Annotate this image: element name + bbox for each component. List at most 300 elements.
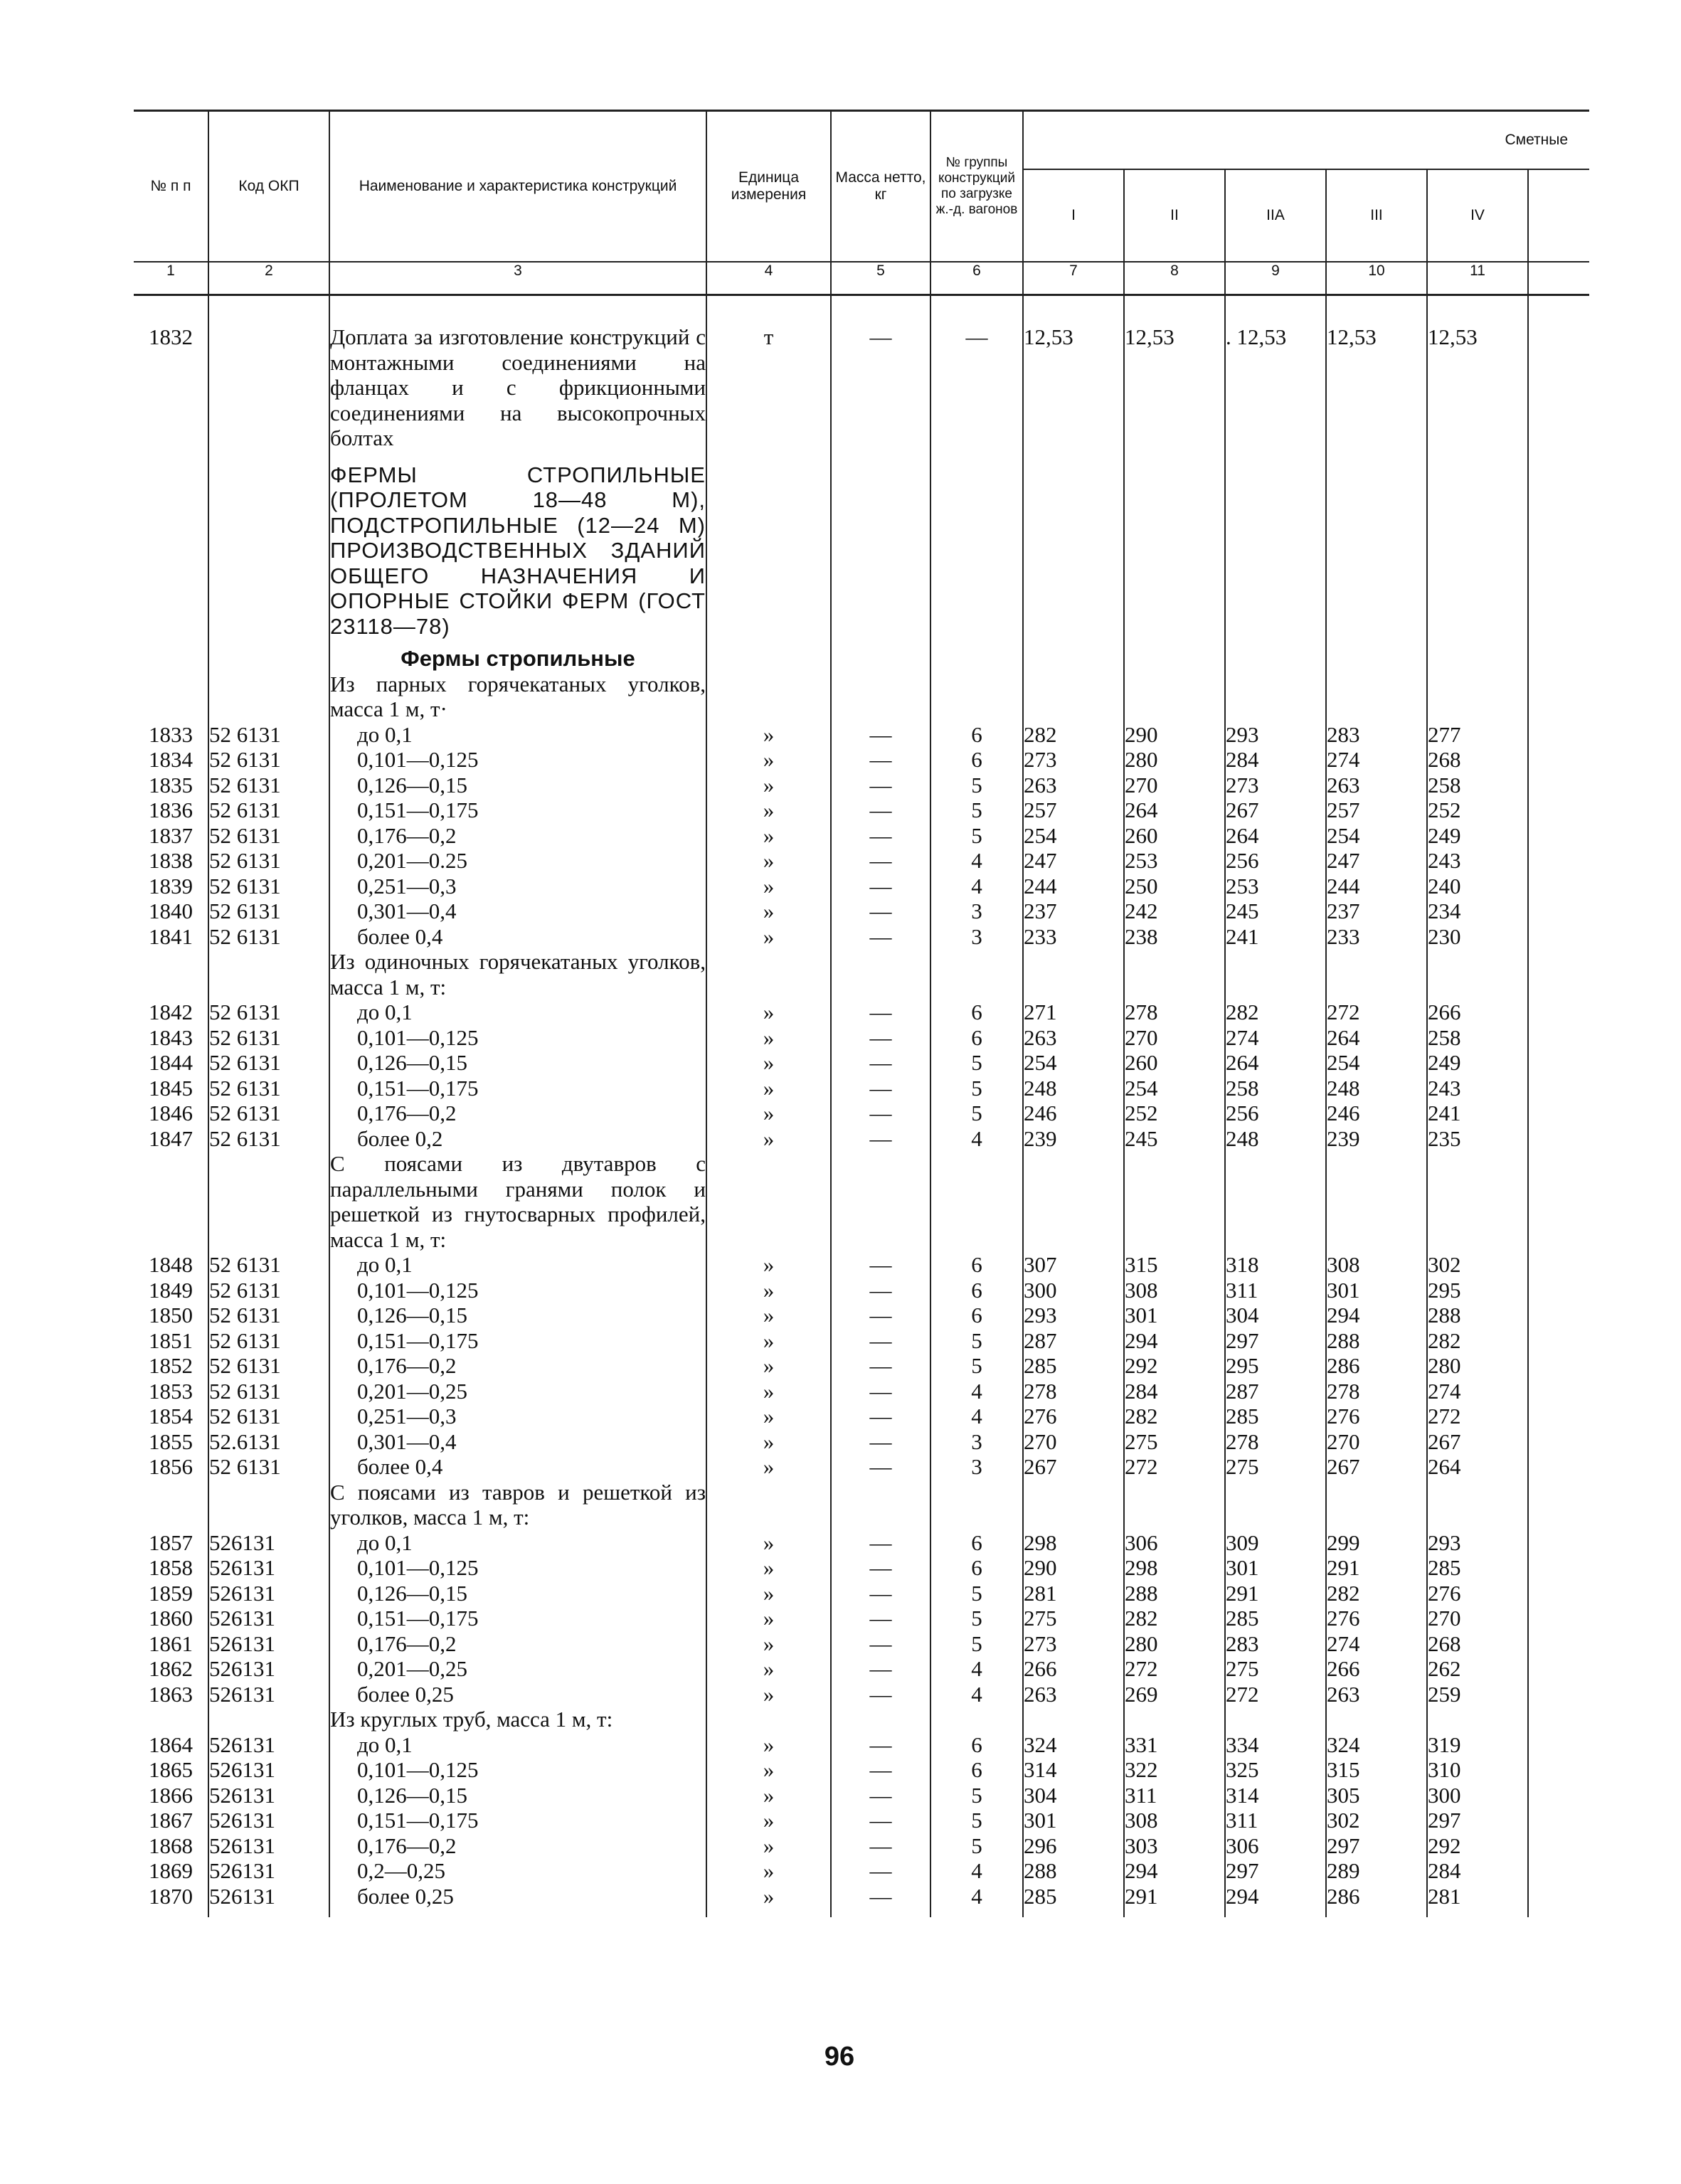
row-value: 293	[1225, 722, 1326, 748]
empty-cell	[1326, 1480, 1427, 1530]
row-value: 270	[1326, 1429, 1427, 1455]
row-value: 12,53	[1023, 324, 1124, 451]
empty-cell	[1528, 1379, 1589, 1404]
table-row	[134, 1732, 1589, 1758]
table-row	[134, 1757, 1589, 1783]
row-unit: »	[706, 1303, 831, 1328]
row-unit: »	[706, 1581, 831, 1606]
row-no: 1857	[149, 1530, 193, 1555]
row-value: 264	[1427, 1454, 1528, 1480]
empty-cell	[134, 1151, 208, 1252]
row-group: 6	[930, 1252, 1023, 1278]
row-mass: —	[831, 1252, 930, 1278]
empty-cell	[1528, 1076, 1589, 1101]
row-group: 3	[930, 898, 1023, 924]
header-price-2: II	[1124, 169, 1225, 262]
table-row	[134, 1631, 1589, 1657]
table-row	[134, 722, 1589, 748]
empty-cell	[930, 1480, 1023, 1530]
empty-cell	[1528, 1884, 1589, 1909]
row-value: 240	[1427, 874, 1528, 899]
empty-cell	[1225, 949, 1326, 1000]
row-name: 0,101—0,125	[329, 747, 706, 773]
row-value: 287	[1023, 1328, 1124, 1354]
row-name: 0,2—0,25	[329, 1858, 706, 1884]
row-value: 263	[1326, 773, 1427, 798]
row-value: 277	[1427, 722, 1528, 748]
row-mass: —	[831, 898, 930, 924]
row-mass: —	[831, 747, 930, 773]
group-title: Из одиночных горячекатаных уголков, масса 1 м, т:	[330, 949, 706, 1000]
row-value: 288	[1023, 1858, 1124, 1884]
row-unit: »	[706, 898, 831, 924]
row-value: 295	[1225, 1353, 1326, 1379]
row-value: 297	[1427, 1808, 1528, 1833]
row-name: более 0,25	[329, 1884, 706, 1909]
row-value: 286	[1326, 1353, 1427, 1379]
row-value: 273	[1225, 773, 1326, 798]
empty-cell	[1528, 1000, 1589, 1025]
col-number: 3	[329, 262, 706, 295]
row-value: 324	[1326, 1732, 1427, 1758]
empty-cell	[1528, 1606, 1589, 1631]
row-mass: —	[831, 773, 930, 798]
header-name: Наименование и характеристика конструкций	[329, 111, 706, 263]
row-name: 0,176—0,2	[329, 1101, 706, 1126]
row-value: 311	[1124, 1783, 1225, 1808]
row-value: 246	[1326, 1101, 1427, 1126]
row-unit: »	[706, 1101, 831, 1126]
row-value: 285	[1427, 1555, 1528, 1581]
empty-cell	[1528, 1101, 1589, 1126]
row-unit: »	[706, 1808, 831, 1833]
empty-cell	[134, 672, 208, 722]
row-mass: —	[831, 1429, 930, 1455]
row-name: 0,301—0,4	[329, 898, 706, 924]
row-mass: —	[831, 797, 930, 823]
header-prices: Сметные	[1023, 111, 1589, 170]
row-value: 239	[1326, 1126, 1427, 1152]
empty-cell	[930, 1909, 1023, 1917]
row-value: 237	[1326, 898, 1427, 924]
row-group: 4	[930, 1404, 1023, 1429]
row-value: 248	[1023, 1076, 1124, 1101]
row-code: 52 6131	[208, 848, 329, 874]
row-value: 275	[1225, 1656, 1326, 1682]
row-mass: —	[831, 1682, 930, 1707]
col-number: 11	[1427, 262, 1528, 295]
empty-cell	[134, 949, 208, 1000]
row-value: 308	[1326, 1252, 1427, 1278]
row-group: 4	[930, 1884, 1023, 1909]
row-group: 4	[930, 1682, 1023, 1707]
empty-cell	[1326, 949, 1427, 1000]
empty-cell	[1528, 1909, 1589, 1917]
empty-cell	[1124, 1151, 1225, 1252]
col-number: 8	[1124, 262, 1225, 295]
empty-cell	[930, 672, 1023, 722]
empty-cell	[1528, 773, 1589, 798]
row-value: 270	[1427, 1606, 1528, 1631]
row-unit: »	[706, 1076, 831, 1101]
row-value: 274	[1225, 1025, 1326, 1051]
row-value: 284	[1225, 747, 1326, 773]
row-value: 239	[1023, 1126, 1124, 1152]
table-row	[134, 1530, 1589, 1556]
subsection-title: Фермы стропильные	[329, 646, 706, 672]
row-group: 6	[930, 1303, 1023, 1328]
table-row	[134, 324, 1589, 451]
row-value: 314	[1225, 1783, 1326, 1808]
row-code: 526131	[208, 1530, 329, 1556]
row-value: 281	[1427, 1884, 1528, 1909]
row-mass: —	[831, 848, 930, 874]
empty-cell	[1528, 1404, 1589, 1429]
row-value: 304	[1225, 1303, 1326, 1328]
table-row	[134, 898, 1589, 924]
row-code: 526131	[208, 1656, 329, 1682]
table-row	[134, 1682, 1589, 1707]
row-value: 282	[1326, 1581, 1427, 1606]
group-title: С поясами из тавров и решеткой из уголков, масса 1 м, т:	[330, 1479, 706, 1530]
row-mass: —	[831, 1101, 930, 1126]
row-group: 5	[930, 797, 1023, 823]
table-row	[134, 848, 1589, 874]
row-name: 0,151—0,175	[329, 797, 706, 823]
header-price-4: III	[1326, 169, 1427, 262]
table-row	[134, 1076, 1589, 1101]
row-unit: »	[706, 797, 831, 823]
empty-cell	[930, 1151, 1023, 1252]
table-header	[134, 111, 1589, 295]
row-code: 52 6131	[208, 874, 329, 899]
row-mass: —	[831, 1858, 930, 1884]
empty-cell	[208, 1707, 329, 1732]
empty-cell	[1528, 1050, 1589, 1076]
empty-cell	[1225, 1707, 1326, 1732]
row-mass: —	[831, 1530, 930, 1556]
row-name: до 0,1	[329, 1530, 706, 1556]
row-value: 249	[1427, 1050, 1528, 1076]
row-group: 5	[930, 1050, 1023, 1076]
row-name: 0,151—0,175	[329, 1606, 706, 1631]
table-row	[134, 823, 1589, 849]
group-title-row	[134, 949, 1589, 1000]
row-group: 4	[930, 1379, 1023, 1404]
row-group: 5	[930, 1833, 1023, 1859]
row-name: 0,176—0,2	[329, 1833, 706, 1859]
row-no: 1837	[149, 822, 193, 848]
row-value: 318	[1225, 1252, 1326, 1278]
header-price-3: IIA	[1225, 169, 1326, 262]
row-value: 249	[1427, 823, 1528, 849]
empty-cell	[1528, 1151, 1589, 1252]
empty-cell	[831, 1909, 930, 1917]
row-mass: —	[831, 1025, 930, 1051]
row-mass: —	[831, 1379, 930, 1404]
row-no: 1840	[149, 898, 193, 923]
empty-cell	[1528, 1858, 1589, 1884]
row-code: 526131	[208, 1858, 329, 1884]
table-row	[134, 1025, 1589, 1051]
row-mass: —	[831, 1833, 930, 1859]
row-value: 248	[1225, 1126, 1326, 1152]
row-unit: »	[706, 722, 831, 748]
row-value: 294	[1326, 1303, 1427, 1328]
empty-cell	[1023, 672, 1124, 722]
row-unit: »	[706, 1757, 831, 1783]
row-name: Доплата за изготовление конструкций с монтажными соединениями на фланцах и с фрикционными соединениями на высокопрочных болтах	[330, 324, 706, 450]
row-value: 233	[1326, 924, 1427, 950]
empty-cell	[1528, 1303, 1589, 1328]
row-value: 258	[1427, 1025, 1528, 1051]
col-number: 4	[706, 262, 831, 295]
row-no: 1841	[149, 923, 193, 949]
row-value: 257	[1326, 797, 1427, 823]
row-mass: —	[831, 1126, 930, 1152]
empty-cell	[1427, 672, 1528, 722]
row-value: 254	[1326, 823, 1427, 849]
row-value: 293	[1023, 1303, 1124, 1328]
group-title-row	[134, 1707, 1589, 1732]
row-value: 283	[1225, 1631, 1326, 1657]
row-mass: —	[831, 1278, 930, 1303]
row-group: 4	[930, 1126, 1023, 1152]
row-mass: —	[831, 1656, 930, 1682]
row-code: 526131	[208, 1808, 329, 1833]
row-value: 292	[1124, 1353, 1225, 1379]
row-name: более 0,2	[329, 1126, 706, 1152]
table-row	[134, 1252, 1589, 1278]
empty-cell	[831, 1707, 930, 1732]
empty-cell	[1528, 1581, 1589, 1606]
col-number: 5	[831, 262, 930, 295]
empty-cell	[831, 1480, 930, 1530]
row-value: 244	[1326, 874, 1427, 899]
row-value: 291	[1326, 1555, 1427, 1581]
row-value: 282	[1124, 1404, 1225, 1429]
row-value: 288	[1326, 1328, 1427, 1354]
row-value: 271	[1023, 1000, 1124, 1025]
empty-cell	[1528, 1732, 1589, 1758]
row-value: 275	[1225, 1454, 1326, 1480]
row-value: 259	[1427, 1682, 1528, 1707]
row-mass: —	[831, 1757, 930, 1783]
row-code	[208, 324, 329, 451]
row-name: 0,101—0,125	[329, 1555, 706, 1581]
row-value: 272	[1427, 1404, 1528, 1429]
row-value: 294	[1124, 1858, 1225, 1884]
row-code: 526131	[208, 1631, 329, 1657]
row-value: 306	[1225, 1833, 1326, 1859]
row-mass: —	[831, 1303, 930, 1328]
row-value: 252	[1124, 1101, 1225, 1126]
row-name: 0,151—0,175	[329, 1328, 706, 1354]
empty-cell	[1427, 949, 1528, 1000]
row-name: 0,101—0,125	[329, 1025, 706, 1051]
empty-cell	[1528, 1480, 1589, 1530]
row-value: 297	[1225, 1328, 1326, 1354]
row-group: 5	[930, 1631, 1023, 1657]
row-unit: »	[706, 1454, 831, 1480]
row-unit: »	[706, 1555, 831, 1581]
row-value: 294	[1225, 1884, 1326, 1909]
row-code: 526131	[208, 1884, 329, 1909]
row-value: 272	[1326, 1000, 1427, 1025]
row-value: 267	[1225, 797, 1326, 823]
row-value: 263	[1023, 773, 1124, 798]
row-unit: »	[706, 1606, 831, 1631]
row-group: 6	[930, 747, 1023, 773]
row-name: 0,176—0,2	[329, 823, 706, 849]
row-unit: »	[706, 1379, 831, 1404]
row-mass: —	[831, 1000, 930, 1025]
row-value: 285	[1023, 1353, 1124, 1379]
row-code: 526131	[208, 1732, 329, 1758]
table-row	[134, 874, 1589, 899]
empty-cell	[134, 1707, 208, 1732]
col-number: 2	[208, 262, 329, 295]
table-row	[134, 747, 1589, 773]
row-code: 52 6131	[208, 1353, 329, 1379]
row-value: 306	[1124, 1530, 1225, 1556]
row-value: 319	[1427, 1732, 1528, 1758]
header-price-extra	[1528, 169, 1589, 262]
row-name: 0,101—0,125	[329, 1757, 706, 1783]
row-value: 276	[1023, 1404, 1124, 1429]
row-value: 263	[1023, 1025, 1124, 1051]
row-value: 241	[1427, 1101, 1528, 1126]
row-group: 5	[930, 1783, 1023, 1808]
row-value: 266	[1427, 1000, 1528, 1025]
row-code: 526131	[208, 1555, 329, 1581]
row-value: 263	[1326, 1682, 1427, 1707]
empty-cell	[1124, 1909, 1225, 1917]
row-value: 252	[1427, 797, 1528, 823]
empty-cell	[1023, 1480, 1124, 1530]
group-title: Из круглых труб, масса 1 м, т:	[329, 1707, 706, 1732]
row-unit: »	[706, 1328, 831, 1354]
row-unit: »	[706, 1278, 831, 1303]
row-value: 267	[1023, 1454, 1124, 1480]
row-value: 250	[1124, 874, 1225, 899]
row-value: 297	[1326, 1833, 1427, 1859]
row-no: 1850	[149, 1303, 193, 1327]
row-value: 267	[1427, 1429, 1528, 1455]
row-value: 281	[1023, 1581, 1124, 1606]
row-group: 6	[930, 1530, 1023, 1556]
empty-cell	[1528, 747, 1589, 773]
empty-cell	[1427, 1707, 1528, 1732]
row-group: 4	[930, 1656, 1023, 1682]
row-group: 5	[930, 1353, 1023, 1379]
empty-cell	[930, 949, 1023, 1000]
row-value: 270	[1124, 773, 1225, 798]
row-unit: »	[706, 848, 831, 874]
empty-cell	[208, 1909, 329, 1917]
empty-cell	[1528, 1126, 1589, 1152]
row-value: 331	[1124, 1732, 1225, 1758]
row-unit: т	[706, 324, 831, 451]
col-number: 1	[134, 262, 208, 295]
col-number: 6	[930, 262, 1023, 295]
empty-cell	[1124, 672, 1225, 722]
empty-cell	[208, 672, 329, 722]
row-group: 5	[930, 1328, 1023, 1354]
row-group: 5	[930, 1606, 1023, 1631]
row-value: 246	[1023, 1101, 1124, 1126]
row-value: 274	[1427, 1379, 1528, 1404]
row-mass: —	[831, 1808, 930, 1833]
empty-cell	[1326, 1151, 1427, 1252]
row-code: 52.6131	[208, 1429, 329, 1455]
row-name: 0,251—0,3	[329, 874, 706, 899]
row-name: 0,126—0,15	[329, 1050, 706, 1076]
row-value: 247	[1326, 848, 1427, 874]
row-group: 6	[930, 1000, 1023, 1025]
empty-cell	[1528, 1555, 1589, 1581]
row-name: до 0,1	[329, 1732, 706, 1758]
row-group: 6	[930, 1025, 1023, 1051]
row-no: 1835	[149, 772, 193, 797]
row-name: 0,201—0,25	[329, 1379, 706, 1404]
row-unit: »	[706, 1858, 831, 1884]
row-value: 315	[1326, 1757, 1427, 1783]
row-name: 0,126—0,15	[329, 1303, 706, 1328]
row-group: 5	[930, 1101, 1023, 1126]
empty-cell	[134, 1909, 208, 1917]
row-code: 52 6131	[208, 1303, 329, 1328]
row-code: 52 6131	[208, 823, 329, 849]
row-no: 1853	[149, 1378, 193, 1404]
row-group: 3	[930, 924, 1023, 950]
row-value: 272	[1124, 1454, 1225, 1480]
table-row	[134, 1833, 1589, 1859]
row-no: 1861	[149, 1631, 193, 1656]
table-row	[134, 1606, 1589, 1631]
row-no: 1867	[149, 1808, 193, 1833]
row-value: 276	[1427, 1581, 1528, 1606]
row-value: 311	[1225, 1278, 1326, 1303]
row-no: 1849	[149, 1277, 193, 1303]
row-value: 242	[1124, 898, 1225, 924]
empty-cell	[1225, 1151, 1326, 1252]
table-row	[134, 797, 1589, 823]
row-value: 237	[1023, 898, 1124, 924]
row-code: 52 6131	[208, 898, 329, 924]
row-code: 526131	[208, 1682, 329, 1707]
table-row	[134, 1429, 1589, 1455]
empty-cell	[831, 949, 930, 1000]
table-row	[134, 1328, 1589, 1354]
row-value: 308	[1124, 1278, 1225, 1303]
row-code: 526131	[208, 1581, 329, 1606]
row-value: 301	[1225, 1555, 1326, 1581]
section-title-row	[134, 451, 1589, 647]
row-code: 52 6131	[208, 1050, 329, 1076]
empty-cell	[134, 1480, 208, 1530]
row-name: до 0,1	[329, 1252, 706, 1278]
row-unit: »	[706, 1353, 831, 1379]
row-value: 311	[1225, 1808, 1326, 1833]
row-name: 0,101—0,125	[329, 1278, 706, 1303]
row-no: 1832	[149, 324, 193, 349]
empty-cell	[706, 672, 831, 722]
row-unit: »	[706, 1631, 831, 1657]
row-group: 6	[930, 1555, 1023, 1581]
empty-cell	[1326, 672, 1427, 722]
row-unit: »	[706, 1050, 831, 1076]
